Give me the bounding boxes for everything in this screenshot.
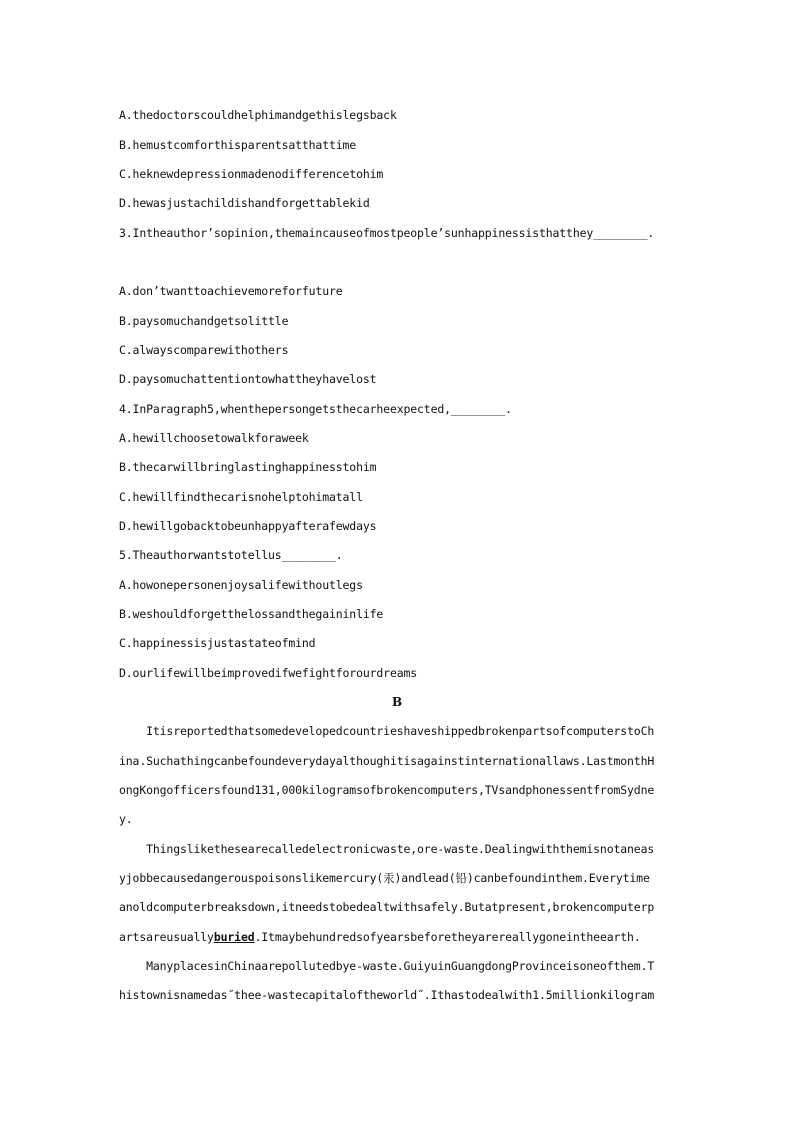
q5-option-d: D.ourlifewillbeimprovedifwefightforourdreams (119, 666, 418, 680)
paragraph-2-line-last (119, 930, 675, 944)
q3-option-c: C.alwayscomparewithothers (119, 343, 289, 357)
paragraph-3-line: histownisnamedas˝thee-wastecapitaloftheworld˝.Ithastodealwith1.5millionkilogram (119, 988, 655, 1002)
paragraph-2-text: .Itmaybehundredsofyearsbeforetheyarereallygoneintheearth. (254, 930, 641, 944)
paragraph-2-line: anoldcomputerbreaksdown,itneedstobedealtwithsafely.Butatpresent,brokencomputerp (119, 900, 655, 914)
paragraph-3-line: ManyplacesinChinaarepollutedbye-waste.GuiyuinGuangdongProvinceisoneofthem.T (119, 959, 655, 973)
q2-option-d: D.hewasjustachildishandforgettablekid (119, 196, 370, 210)
q5-stem: 5.Theauthorwantstotellus________. (119, 548, 343, 562)
q3-stem: 3.Intheauthor’sopinion,themaincauseofmostpeople’sunhappinessisthatthey________. (119, 226, 655, 240)
paragraph-2-text: artsareusually (119, 930, 214, 944)
q3-option-b: B.paysomuchandgetsolittle (119, 314, 289, 328)
paragraph-2-line: yjobbecausedangerouspoisonslikemercury(汞)andlead(铅)canbefoundinthem.Everytime (119, 871, 650, 885)
q5-option-c: C.happinessisjustastateofmind (119, 636, 316, 650)
q5-option-a: A.howonepersonenjoysalifewithoutlegs (119, 578, 363, 592)
q4-option-d: D.hewillgobacktobeunhappyafterafewdays (119, 519, 377, 533)
q4-stem: 4.InParagraph5,whenthepersongetsthecarheexpected,________. (119, 402, 512, 416)
q2-option-c: C.heknewdepressionmadenodifferencetohim (119, 167, 384, 181)
q3-option-d: D.paysomuchattentiontowhattheyhavelost (119, 372, 377, 386)
q4-option-b: B.thecarwillbringlastinghappinesstohim (119, 460, 377, 474)
q3-option-a: A.don’twanttoachievemoreforfuture (119, 284, 343, 298)
q2-option-b: B.hemustcomforthisparentsatthattime (119, 138, 357, 152)
q5-option-b: B.weshouldforgetthelossandthegaininlife (119, 607, 384, 621)
paragraph-1-line: ItisreportedthatsomedevelopedcountrieshaveshippedbrokenpartsofcomputerstoCh (119, 724, 655, 738)
q4-option-c: C.hewillfindthecarisnohelptohimatall (119, 490, 363, 504)
paragraph-2-line: Thingslikethesearecalledelectronicwaste,ore-waste.Dealingwiththemisnotaneas (119, 842, 655, 856)
paragraph-1-line: ina.Suchathingcanbefoundeverydayalthoughitisagainstinternationallaws.LastmonthH (119, 754, 655, 768)
section-heading: B (392, 695, 402, 709)
paragraph-1-line: y. (119, 812, 133, 826)
emphasized-word: buried (213, 930, 255, 944)
q2-option-a: A.thedoctorscouldhelphimandgethislegsback (119, 108, 397, 122)
paragraph-1-line: ongKongofficersfound131,000kilogramsofbrokencomputers,TVsandphonessentfromSydne (119, 783, 655, 797)
q4-option-a: A.hewillchoosetowalkforaweek (119, 431, 309, 445)
